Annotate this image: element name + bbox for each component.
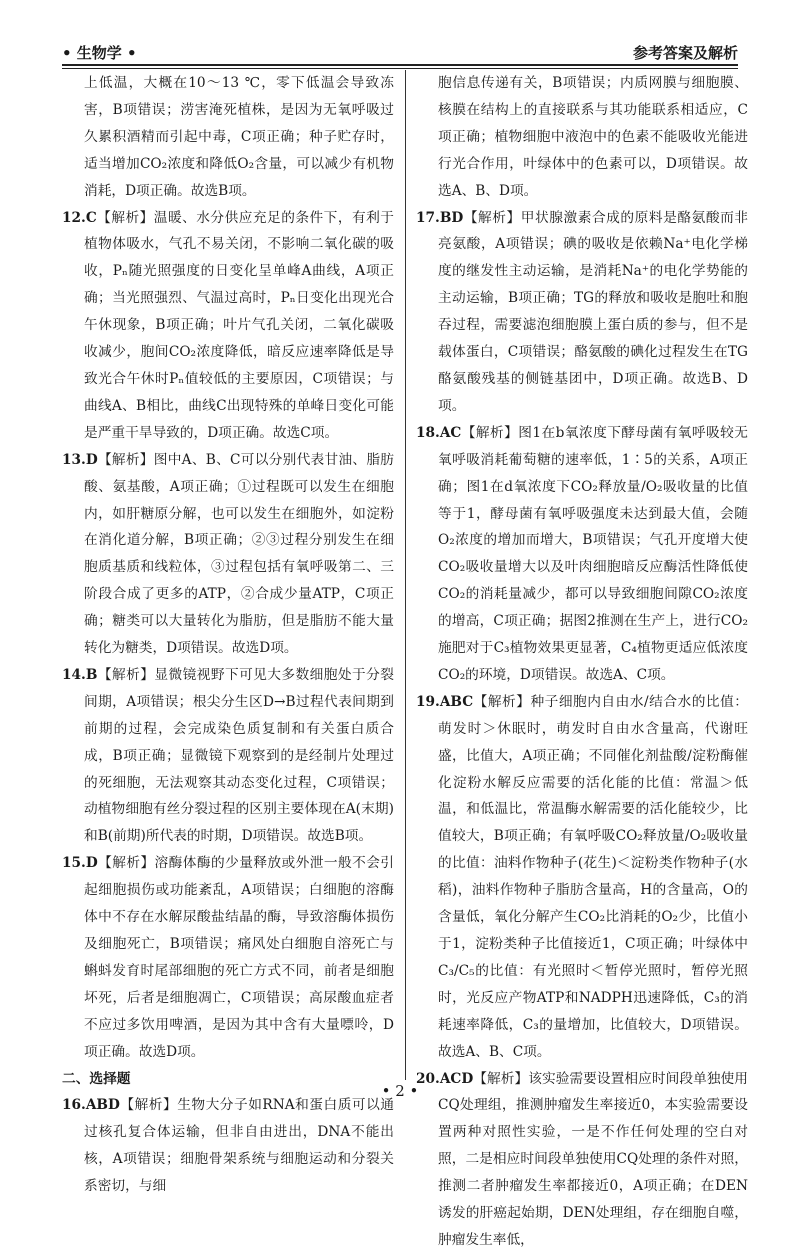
answer-16-number: 16.ABD [62, 1097, 120, 1114]
answer-14-number: 14.B [62, 666, 98, 683]
answer-12 [62, 205, 394, 447]
header-rule-thick [62, 64, 738, 66]
answer-19 [416, 689, 748, 1066]
answer-11-continued: 上低温，大概在10～13 ℃，零下低温会导致冻害，B项错误；涝害淹死植株，是因为无氧呼吸过久累积酒精而引起中毒，C项正确；种子贮存时，适当增加CO₂浓度和降低O₂含量，可以减少有机物消耗，D项正确。故选B项。 [84, 75, 394, 199]
answer-17-number: 17.BD [416, 209, 464, 226]
page-number: • 2 • [381, 1082, 419, 1100]
answer-18-text: 【解析】图1在b氧浓度下酵母菌有氧呼吸较无氧呼吸消耗葡萄糖的速率低，1∶5的关系，A项正确；图1在d氧浓度下CO₂释放量/O₂吸收量的比值等于1，酵母菌有氧呼吸强度未达到最大值，会随O₂浓度的增加而增大，B项错误；气孔开度增大使CO₂吸收量增大以及叶肉细胞暗反应酶活性降低使CO₂的消耗量减少，都可以导致细胞间隙CO₂浓度的增高，C项正确；据图2推测在生产上，进行CO₂施肥对于C₃植物效果更显著，C₄植物更适应低浓度CO₂的环境，D项错误。故选A、C项。 [438, 424, 748, 683]
column-divider [405, 70, 406, 1080]
section-heading-2: 二、选择题 [62, 1070, 131, 1087]
answer-13 [62, 447, 394, 662]
answer-16-text: 【解析】生物大分子如RNA和蛋白质可以通过核孔复合体运输，但非自由进出，DNA不能出核，A项错误；细胞骨架系统与细胞运动和分裂关系密切，与细 [84, 1097, 394, 1195]
answer-20-text: 【解析】该实验需要设置相应时间段单独使用CQ处理组，推测肿瘤发生率接近0，本实验需要设置两种对照性实验，一是不作任何处理的空白对照，二是相应时间段单独使用CQ处理的条件对照，推测二者肿瘤发生率都接近0，A项正确；在DEN诱发的肝癌起始期，DEN处理组，存在细胞自噬，肿瘤发生率低， [438, 1070, 748, 1248]
answer-18-number: 18.AC [416, 424, 462, 441]
answer-15-number: 15.D [62, 855, 98, 872]
answer-13-number: 13.D [62, 451, 98, 468]
answer-17 [416, 205, 748, 420]
answer-13-text: 【解析】图中A、B、C可以分别代表甘油、脂肪酸、氨基酸，A项正确；①过程既可以发生在细胞内，如肝糖原分解，也可以发生在细胞外，如淀粉在消化道分解，B项正确；②③过程分别发生在细胞质基质和线粒体，③过程包括有氧呼吸第二、三阶段合成了更多的ATP，②合成少量ATP，C项正确；糖类可以大量转化为脂肪，但是脂肪不能大量转化为糖类，D项错误。故选D项。 [84, 451, 394, 657]
right-column [416, 70, 748, 1254]
subject-title: • 生物学 • [62, 44, 137, 62]
answer-19-number: 19.ABC [416, 693, 474, 710]
answer-19-text: 【解析】种子细胞内自由水/结合水的比值：萌发时＞休眠时，萌发时自由水含量高，代谢旺盛，比值大，A项正确；不同催化剂盐酸/淀粉酶催化淀粉水解反应需要的活化能的比值：常温＞低温，和低温比，常温酶水解需要的活化能较少，比值较大，B项正确；有氧呼吸CO₂释放量/O₂吸收量的比值：油料作物种子(花生)＜淀粉类作物种子(水稻)，油料作物种子脂肪含量高，H的含量高，O的含量低，氧化分解产生CO₂比消耗的O₂少，比值小于1，淀粉类种子比值接近1，C项正确；叶绿体中C₃/C₅的比值：有光照时＜暂停光照时，暂停光照时，光反应产物ATP和NADPH迅速降低，C₃的消耗速率降低，C₃的量增加，比值较大，D项错误。故选A、B、C项。 [438, 693, 748, 1060]
answer-15-text: 【解析】溶酶体酶的少量释放或外泄一般不会引起细胞损伤或功能紊乱，A项错误；白细胞的溶酶体中不存在水解尿酸盐结晶的酶，导致溶酶体损伤及细胞死亡，B项错误；痛风处白细胞自溶死亡与蝌蚪发育时尾部细胞的死亡方式不同，前者是细胞坏死，后者是细胞凋亡，C项错误；高尿酸血症者不应过多饮用啤酒，是因为其中含有大量嘌呤，D项正确。故选D项。 [84, 855, 394, 1060]
answer-17-text: 【解析】甲状腺激素合成的原料是酪氨酸而非亮氨酸，A项错误；碘的吸收是依赖Na⁺电化学梯度的继发性主动运输，是消耗Na⁺的电化学势能的主动运输，B项正确；TG的释放和吸收是胞吐和胞吞过程，需要滤泡细胞膜上蛋白质的参与，但不是载体蛋白，C项错误；酪氨酸的碘化过程发生在TG酪氨酸残基的侧链基团中，D项正确。故选B、D项。 [438, 209, 748, 414]
answer-18 [416, 420, 748, 689]
answer-20-number: 20.ACD [416, 1070, 474, 1087]
page-header [62, 36, 738, 66]
answer-15 [62, 850, 394, 1065]
header-rule-thin [62, 68, 738, 69]
answer-14 [62, 662, 394, 850]
left-column [62, 70, 394, 1200]
answer-14-text: 【解析】显微镜视野下可见大多数细胞处于分裂间期，A项错误；根尖分生区D→B过程代表间期到前期的过程，会完成染色质复制和有关蛋白质合成，B项正确；显微镜下观察到的是经制片处理过的死细胞，无法观察其动态变化过程，C项错误；动植物细胞有丝分裂过程的区别主要体现在A(末期)和B(前期)所代表的时期，D项错误。故选B项。 [84, 666, 394, 845]
answer-16 [62, 1092, 394, 1200]
section-title: 参考答案及解析 [632, 44, 738, 62]
answer-12-text: 【解析】温暖、水分供应充足的条件下，有利于植物体吸水，气孔不易关闭，不影响二氧化碳的吸收，Pₙ随光照强度的日变化呈单峰A曲线，A项正确；当光照强烈、气温过高时，Pₙ日变化出现光合午休现象，B项正确；叶片气孔关闭，二氧化碳吸收减少，胞间CO₂浓度降低，暗反应速率降低是导致光合午休时Pₙ值较低的主要原因，C项错误；与曲线A、B相比，曲线C出现特殊的单峰日变化可能是严重干旱导致的，D项正确。故选C项。 [84, 209, 394, 441]
answer-16-continued: 胞信息传递有关，B项错误；内质网膜与细胞膜、核膜在结构上的直接联系与其功能联系相适应，C项正确；植物细胞中液泡中的色素不能吸收光能进行光合作用，叶绿体中的色素可以，D项错误。故选A、B、D项。 [438, 75, 748, 199]
answer-12-number: 12.C [62, 209, 97, 226]
